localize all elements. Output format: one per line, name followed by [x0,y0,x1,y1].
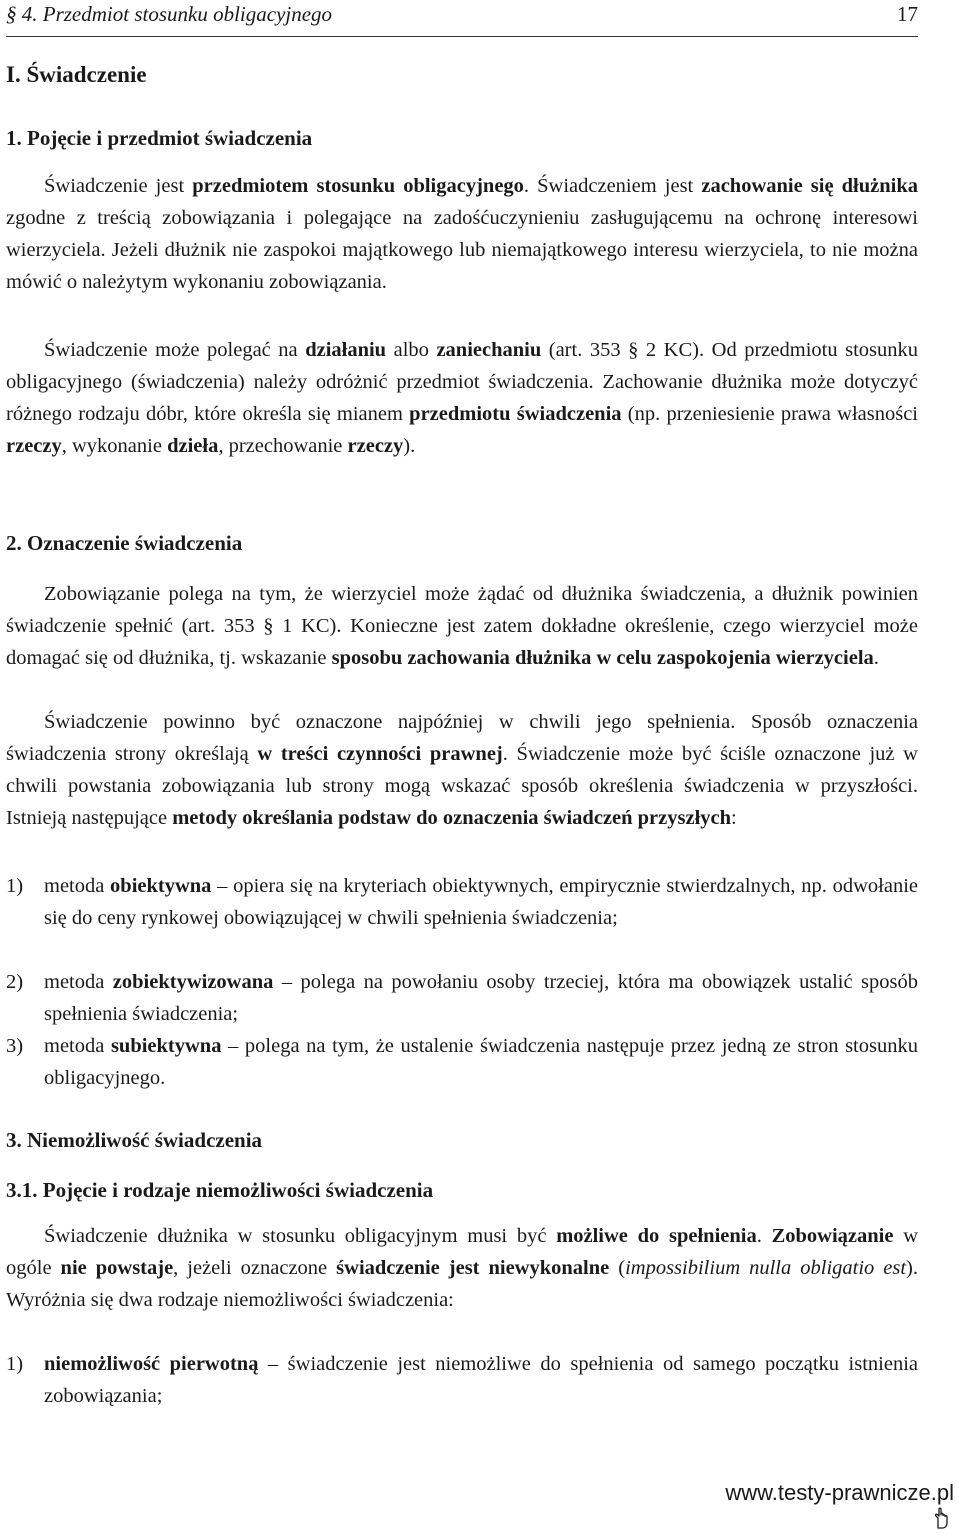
footer-url[interactable]: www.testy-prawnicze.pl [725,1480,954,1505]
paragraph-1: Świadczenie jest przedmiotem stosunku obligacyjnego. Świadczeniem jest zachowanie się dłużnika zgodne z treścią zobowiązania i polegające na zadośćuczynieniu zasługującemu na ochronę interesowi wierzyciela. Jeżeli dłużnik nie zaspokoi majątkowego lub niemajątkowego interesu wierzyciela, to nie można mówić o należytym wykonaniu zobowiązania. [6,175,918,293]
paragraph-2: Świadczenie może polegać na działaniu albo zaniechaniu (art. 353 § 2 KC). Od przedmiotu stosunku obligacyjnego (świadczenia) należy odróżnić przedmiot świadczenia. Zachowanie dłużnika może dotyczyć różnego rodzaju dóbr, które określa się mianem przedmiotu świadczenia (np. przeniesienie prawa własności rzeczy, wykonanie dzieła, przechowanie rzeczy). [6,339,919,457]
page-number: 17 [897,2,918,26]
running-header [6,2,918,32]
paragraph-3: Zobowiązanie polega na tym, że wierzyciel może żądać od dłużnika świadczenia, a dłużnik powinien świadczenie spełnić (art. 353 § 1 KC). Konieczne jest zatem dokładne określenie, czego wierzyciel może domagać się od dłużnika, tj. wskazanie sposobu zachowania dłużnika w celu zaspokojenia wierzyciela. [6,583,918,669]
hand-pointer-icon [930,1506,954,1530]
header-title: § 4. Przedmiot stosunku obligacyjnego [6,2,333,26]
section-heading: I. Świadczenie [6,62,147,87]
paragraph-5: Świadczenie dłużnika w stosunku obligacyjnym musi być możliwe do spełnienia. Zobowiązanie w ogóle nie powstaje, jeżeli oznaczone świadczenie jest niewykonalne (impossibilium nulla obligatio est). Wyróżnia się dwa rodzaje niemożliwości świadczenia: [6,1225,919,1311]
subsection-heading-2: 2. Oznaczenie świadczenia [6,531,243,555]
subsection-heading-3-1: 3.1. Pojęcie i rodzaje niemożliwości świadczenia [6,1178,434,1202]
paragraph-4: Świadczenie powinno być oznaczone najpóźniej w chwili jego spełnienia. Sposób oznaczenia świadczenia strony określają w treści czynności prawnej. Świadczenie może być ściśle oznaczone już w chwili powstania zobowiązania lub strony mogą wskazać sposób określenia świadczenia w przyszłości. Istnieją następujące metody określania podstaw do oznaczenia świadczeń przyszłych: [6,711,918,829]
subsection-heading-3: 3. Niemożliwość świadczenia [6,1128,263,1152]
subsection-heading-1: 1. Pojęcie i przedmiot świadczenia [6,126,313,150]
header-rule [6,36,918,37]
